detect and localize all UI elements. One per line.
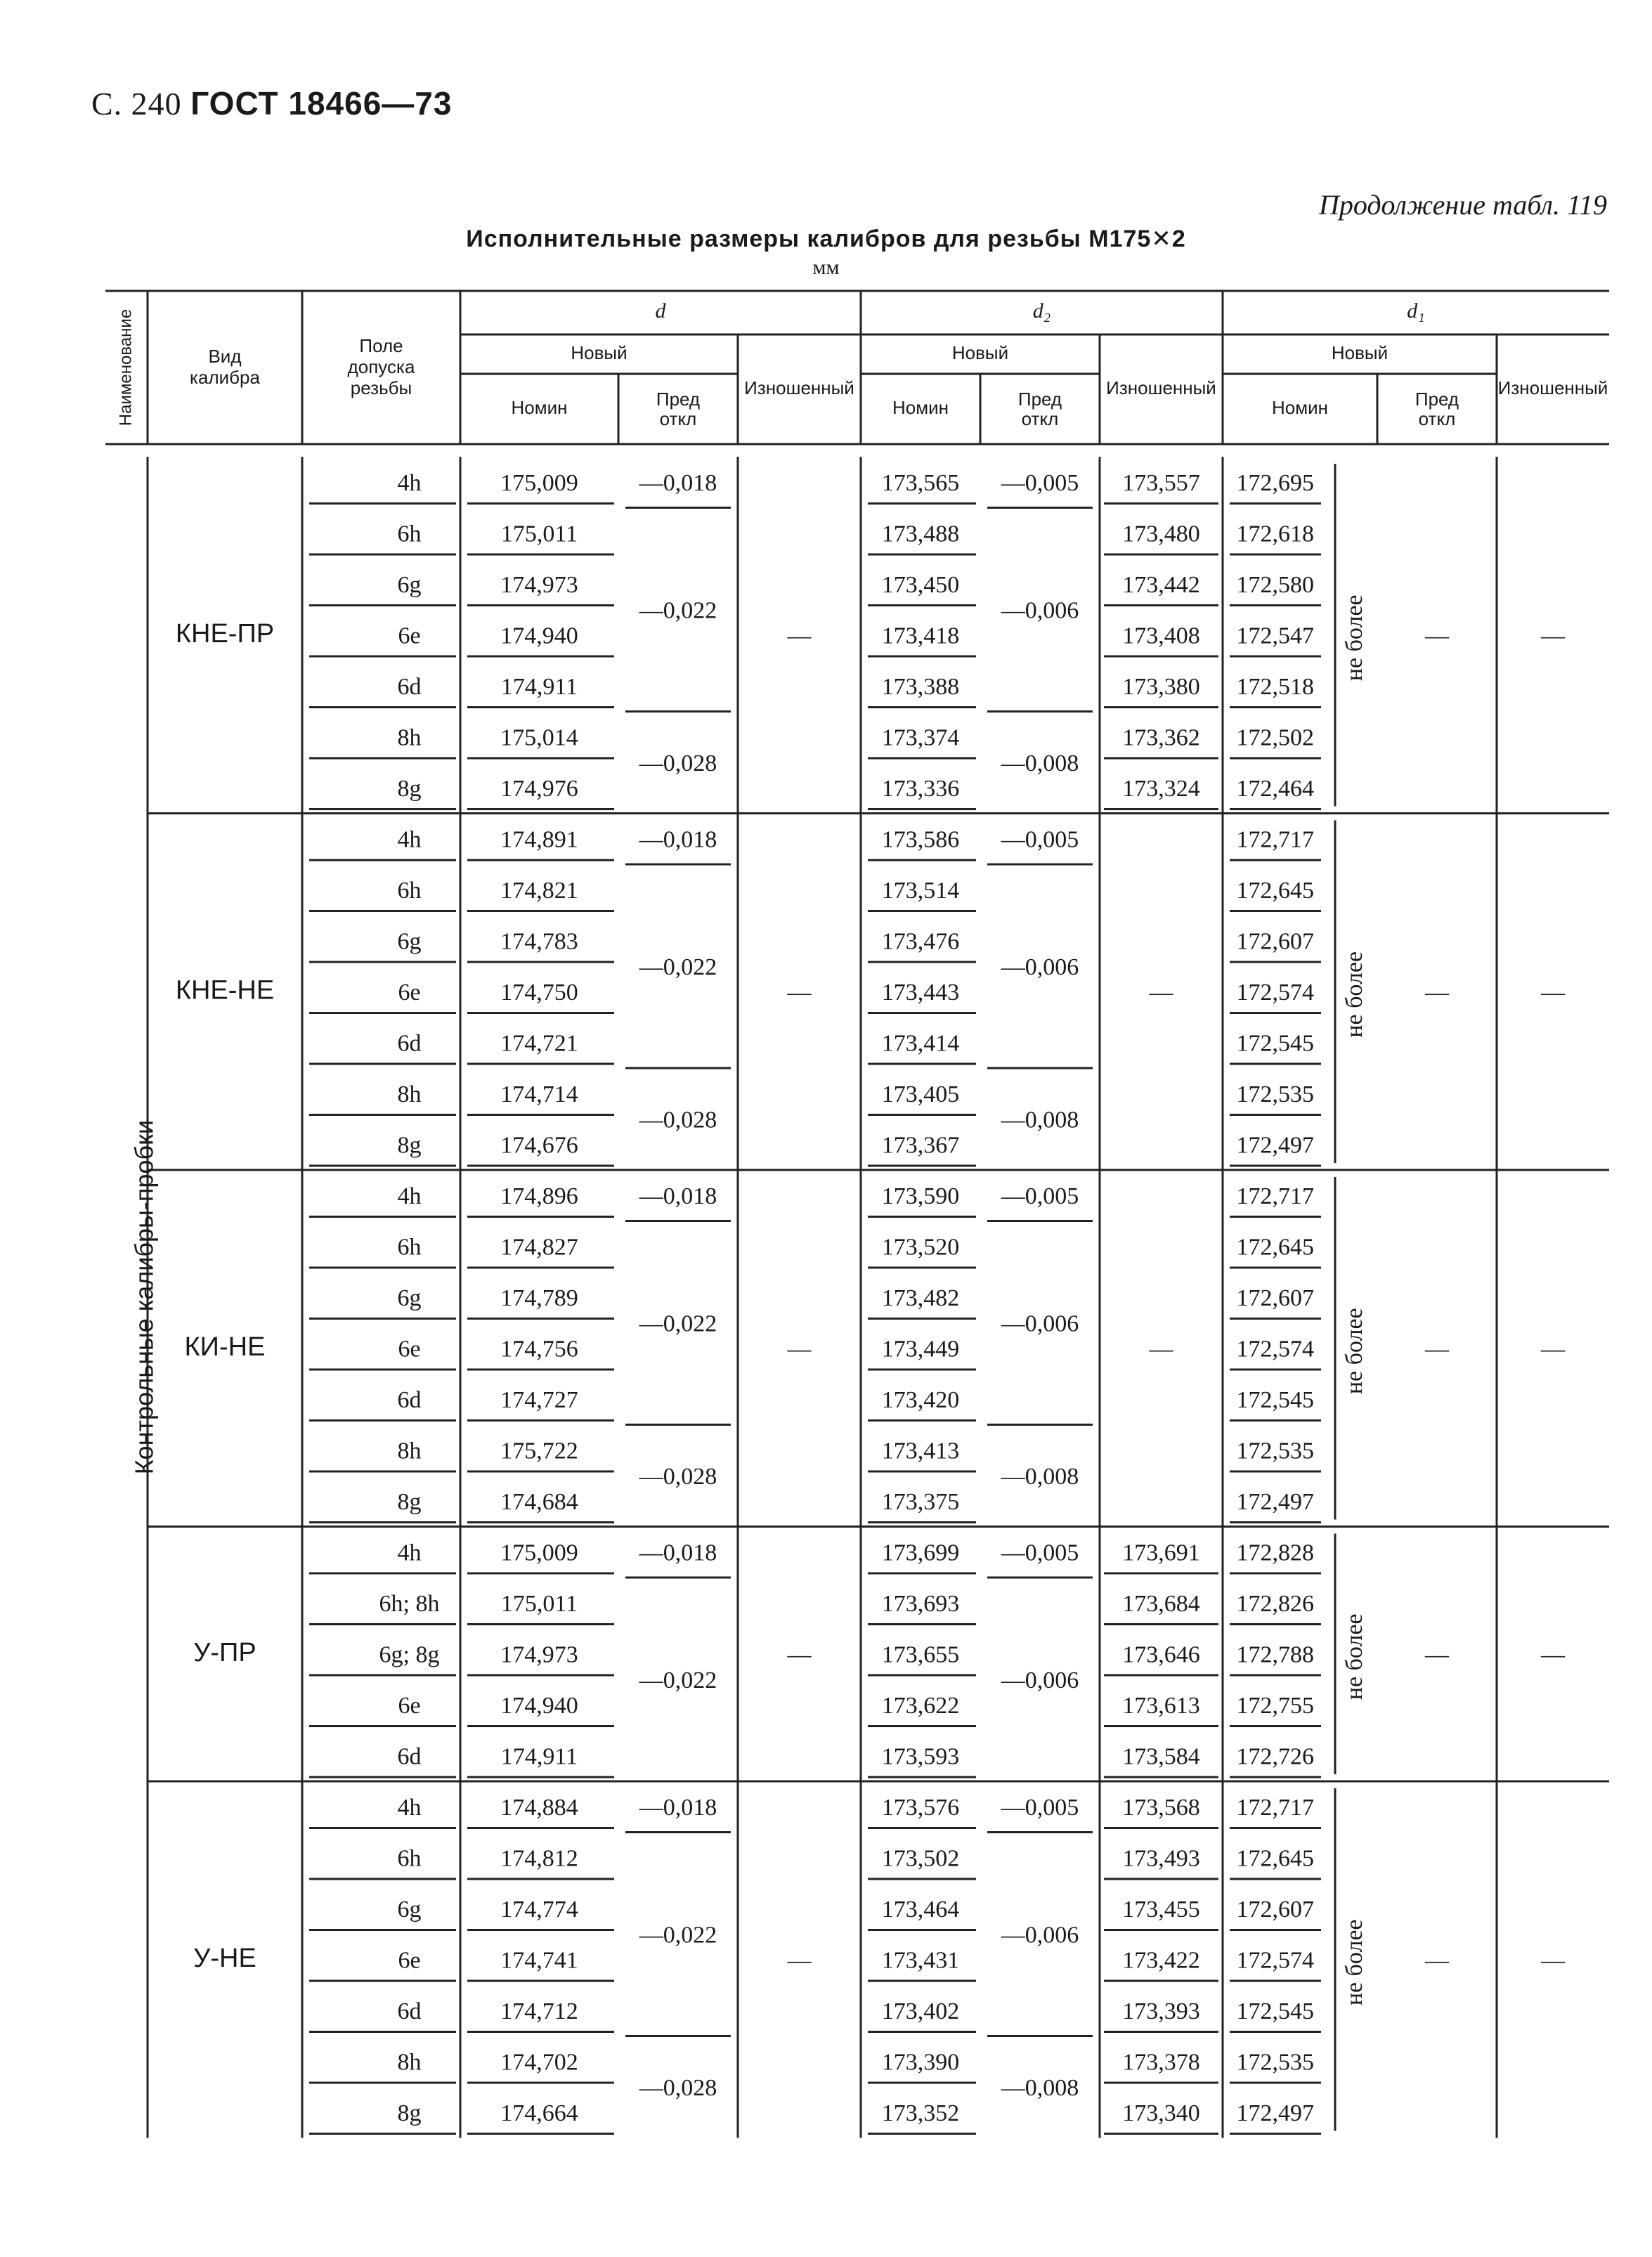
d-deviation-cell: —0,018 <box>639 1183 717 1210</box>
d-deviation-cell: —0,028 <box>639 750 717 776</box>
d2-worn-cell: — <box>1149 1336 1173 1362</box>
d2-nominal-cell: 173,655 <box>881 1641 960 1668</box>
d-deviation-cell: —0,022 <box>639 1310 717 1337</box>
d1-nominal-cell: 172,717 <box>1236 1795 1314 1821</box>
d-nominal-cell: 174,911 <box>500 674 578 701</box>
section-name-label: Контрольные калибры-пробки <box>129 1120 159 1475</box>
d2-worn-cell: 173,340 <box>1122 2100 1200 2127</box>
d2-nominal-cell: 173,336 <box>881 776 960 802</box>
d2-nominal-cell: 173,450 <box>881 572 960 599</box>
d2-deviation-cell: —0,006 <box>1001 1922 1079 1949</box>
d2-worn-cell: — <box>1149 980 1173 1006</box>
tolerance-field-cell: 6e <box>398 1336 421 1362</box>
d2-deviation-cell: —0,006 <box>1001 1310 1079 1337</box>
d-nominal-cell: 174,676 <box>500 1132 578 1159</box>
d-worn-cell: — <box>787 623 812 649</box>
d1-nominal-cell: 172,518 <box>1236 674 1314 701</box>
tolerance-field-cell: 6e <box>398 1947 421 1974</box>
gauge-kind-label: КНЕ-НЕ <box>175 975 275 1006</box>
column-dev-d2-header: Пред откл <box>1017 389 1062 429</box>
tolerance-field-cell: 6d <box>397 1387 422 1414</box>
d2-nominal-cell: 173,375 <box>881 1489 960 1516</box>
d1-nominal-cell: 172,574 <box>1236 1947 1314 1974</box>
d2-nominal-cell: 173,418 <box>881 623 960 649</box>
d2-worn-cell: 173,442 <box>1122 572 1200 599</box>
d2-deviation-cell: —0,006 <box>1001 954 1079 980</box>
d2-deviation-cell: —0,005 <box>1001 470 1079 497</box>
d-nominal-cell: 174,884 <box>500 1795 578 1821</box>
d2-deviation-cell: —0,005 <box>1001 1795 1079 1821</box>
tolerance-field-cell: 6h <box>397 1845 422 1872</box>
d1-nominal-cell: 172,726 <box>1236 1743 1314 1770</box>
d-deviation-cell: —0,022 <box>639 954 717 980</box>
not-more-label: не более <box>1341 1308 1367 1395</box>
d2-worn-cell: 173,557 <box>1122 470 1200 497</box>
d2-worn-cell: 173,455 <box>1122 1897 1200 1923</box>
d-deviation-cell: —0,022 <box>639 1922 717 1949</box>
tolerance-field-cell: 6d <box>397 1998 422 2025</box>
tolerance-field-cell: 8g <box>397 776 422 802</box>
tolerance-field-cell: 6g; 8g <box>379 1641 440 1668</box>
d-nominal-cell: 174,783 <box>500 928 578 955</box>
tolerance-field-cell: 6d <box>397 1030 422 1057</box>
column-worn-d-header: Изношенный <box>744 377 854 398</box>
tolerance-field-cell: 6d <box>397 674 422 701</box>
tolerance-field-cell: 6e <box>398 980 421 1006</box>
d-deviation-cell: —0,028 <box>639 1463 717 1490</box>
d1-nominal-cell: 172,607 <box>1236 1897 1314 1923</box>
d-nominal-cell: 174,750 <box>500 980 578 1006</box>
d2-nominal-cell: 173,352 <box>881 2100 960 2127</box>
tolerance-field-cell: 8g <box>397 1489 422 1516</box>
column-new-d1-header: Новый <box>1331 342 1388 363</box>
d2-nominal-cell: 173,402 <box>881 1998 960 2025</box>
d1-worn-cell: — <box>1541 1641 1565 1668</box>
d2-nominal-cell: 173,414 <box>881 1030 960 1057</box>
d1-nominal-cell: 172,497 <box>1236 2100 1314 2127</box>
d2-worn-cell: 173,568 <box>1122 1795 1200 1821</box>
d-nominal-cell: 175,009 <box>500 1540 578 1566</box>
d1-nominal-cell: 172,607 <box>1236 928 1314 955</box>
d1-nominal-cell: 172,645 <box>1236 1845 1314 1872</box>
d2-deviation-cell: —0,008 <box>1001 1107 1079 1133</box>
tolerance-field-cell: 8g <box>397 2100 422 2127</box>
d-nominal-cell: 174,911 <box>500 1743 578 1770</box>
d2-worn-cell: 173,480 <box>1122 521 1200 547</box>
d1-nominal-cell: 172,497 <box>1236 1132 1314 1159</box>
continuation-note: Продолжение табл. 119 <box>1318 189 1607 221</box>
d2-worn-cell: 173,493 <box>1122 1845 1200 1872</box>
d-nominal-cell: 174,976 <box>500 776 578 802</box>
tolerance-field-cell: 8g <box>397 1132 422 1159</box>
d1-nominal-cell: 172,788 <box>1236 1641 1314 1668</box>
standard-number: ГОСТ 18466—73 <box>190 85 453 122</box>
d1-deviation-cell: — <box>1425 980 1449 1006</box>
d2-nominal-cell: 173,520 <box>881 1234 960 1261</box>
column-nom-d2-header: Номин <box>892 396 949 418</box>
d1-nominal-cell: 172,464 <box>1236 776 1314 802</box>
d-nominal-cell: 174,756 <box>500 1336 578 1362</box>
d1-nominal-cell: 172,618 <box>1236 521 1314 547</box>
d-nominal-cell: 175,722 <box>500 1438 578 1464</box>
d2-nominal-cell: 173,420 <box>881 1387 960 1414</box>
d2-deviation-cell: —0,008 <box>1001 750 1079 776</box>
d-worn-cell: — <box>787 1336 812 1362</box>
d-nominal-cell: 174,973 <box>500 1641 578 1668</box>
column-name-header: Наименование <box>116 308 136 427</box>
d-nominal-cell: 174,702 <box>500 2049 578 2076</box>
d1-nominal-cell: 172,607 <box>1236 1285 1314 1312</box>
d1-worn-cell: — <box>1541 623 1565 649</box>
tolerance-field-cell: 4h <box>397 470 422 497</box>
table-title: Исполнительные размеры калибров для резьбы М175✕2 <box>466 226 1186 252</box>
tolerance-field-cell: 6d <box>397 1743 422 1770</box>
d-nominal-cell: 174,973 <box>500 572 578 599</box>
d-nominal-cell: 174,789 <box>500 1285 578 1312</box>
d2-nominal-cell: 173,590 <box>881 1183 960 1210</box>
tolerance-field-cell: 8h <box>397 1438 422 1464</box>
tolerance-field-cell: 8h <box>397 2049 422 2076</box>
d-nominal-cell: 174,821 <box>500 878 578 904</box>
tolerance-field-cell: 6h; 8h <box>379 1591 440 1618</box>
d1-nominal-cell: 172,545 <box>1236 1030 1314 1057</box>
d-nominal-cell: 174,940 <box>500 623 578 649</box>
d2-worn-cell: 173,646 <box>1122 1641 1200 1668</box>
d-worn-cell: — <box>787 1947 812 1974</box>
column-nom-d-header: Номин <box>511 396 568 418</box>
d-nominal-cell: 174,812 <box>500 1845 578 1872</box>
d2-nominal-cell: 173,443 <box>881 980 960 1006</box>
d2-nominal-cell: 173,431 <box>881 1947 960 1974</box>
d1-nominal-cell: 172,502 <box>1236 724 1314 751</box>
d2-deviation-cell: —0,005 <box>1001 1183 1079 1210</box>
d2-worn-cell: 173,691 <box>1122 1540 1200 1566</box>
d2-worn-cell: 173,378 <box>1122 2049 1200 2076</box>
d1-worn-cell: — <box>1541 980 1565 1006</box>
d-deviation-cell: —0,022 <box>639 1667 717 1693</box>
d-nominal-cell: 174,741 <box>500 1947 578 1974</box>
d1-nominal-cell: 172,545 <box>1236 1387 1314 1414</box>
tolerance-field-cell: 8h <box>397 724 422 751</box>
column-kind-header: Вид калибра <box>190 346 260 388</box>
d1-nominal-cell: 172,645 <box>1236 878 1314 904</box>
tolerance-field-cell: 4h <box>397 1795 422 1821</box>
d1-nominal-cell: 172,497 <box>1236 1489 1314 1516</box>
tolerance-field-cell: 6g <box>397 928 422 955</box>
column-d1-header: d₁ <box>1407 299 1425 323</box>
d1-nominal-cell: 172,535 <box>1236 1438 1314 1464</box>
d2-worn-cell: 173,362 <box>1122 724 1200 751</box>
tolerance-field-cell: 4h <box>397 1540 422 1566</box>
d-nominal-cell: 174,727 <box>500 1387 578 1414</box>
d1-nominal-cell: 172,717 <box>1236 826 1314 853</box>
d1-nominal-cell: 172,828 <box>1236 1540 1314 1566</box>
d2-nominal-cell: 173,502 <box>881 1845 960 1872</box>
column-new-d2-header: Новый <box>951 342 1009 363</box>
d2-nominal-cell: 173,488 <box>881 521 960 547</box>
d2-nominal-cell: 173,514 <box>881 878 960 904</box>
tolerance-field-cell: 6h <box>397 521 422 547</box>
d2-worn-cell: 173,613 <box>1122 1693 1200 1719</box>
d2-deviation-cell: —0,006 <box>1001 1667 1079 1693</box>
tolerance-field-cell: 4h <box>397 826 422 853</box>
gauge-kind-label: У-НЕ <box>193 1943 256 1973</box>
d1-worn-cell: — <box>1541 1336 1565 1362</box>
d1-deviation-cell: — <box>1425 1336 1449 1362</box>
d-nominal-cell: 175,009 <box>500 470 578 497</box>
tolerance-field-cell: 6g <box>397 1897 422 1923</box>
not-more-label: не более <box>1341 1919 1367 2006</box>
d1-nominal-cell: 172,574 <box>1236 1336 1314 1362</box>
d1-deviation-cell: — <box>1425 1947 1449 1974</box>
d2-worn-cell: 173,324 <box>1122 776 1200 802</box>
d2-nominal-cell: 173,390 <box>881 2049 960 2076</box>
gauge-kind-label: У-ПР <box>193 1637 256 1667</box>
d2-deviation-cell: —0,005 <box>1001 1540 1079 1566</box>
d2-worn-cell: 173,584 <box>1122 1743 1200 1770</box>
d2-nominal-cell: 173,413 <box>881 1438 960 1464</box>
d1-nominal-cell: 172,535 <box>1236 1081 1314 1108</box>
d-worn-cell: — <box>787 1641 812 1668</box>
column-nom-d1-header: Номин <box>1272 396 1328 418</box>
d-nominal-cell: 174,891 <box>500 826 578 853</box>
d-nominal-cell: 174,896 <box>500 1183 578 1210</box>
d1-nominal-cell: 172,580 <box>1236 572 1314 599</box>
d-nominal-cell: 174,712 <box>500 1998 578 2025</box>
d-nominal-cell: 174,774 <box>500 1897 578 1923</box>
d2-nominal-cell: 173,482 <box>881 1285 960 1312</box>
d1-nominal-cell: 172,545 <box>1236 1998 1314 2025</box>
table-header <box>116 299 1608 429</box>
column-new-d-header: Новый <box>571 342 627 363</box>
tolerance-field-cell: 6g <box>397 572 422 599</box>
gauge-kind-label: КИ-НЕ <box>184 1332 266 1362</box>
d2-nominal-cell: 173,586 <box>881 826 960 853</box>
tolerance-field-cell: 4h <box>397 1183 422 1210</box>
d2-nominal-cell: 173,405 <box>881 1081 960 1108</box>
d1-nominal-cell: 172,645 <box>1236 1234 1314 1261</box>
d1-nominal-cell: 172,755 <box>1236 1693 1314 1719</box>
d1-nominal-cell: 172,547 <box>1236 623 1314 649</box>
table-body <box>130 470 1566 2126</box>
d-nominal-cell: 175,011 <box>500 1591 578 1618</box>
d2-nominal-cell: 173,476 <box>881 928 960 955</box>
d2-worn-cell: 173,684 <box>1122 1591 1200 1618</box>
d2-nominal-cell: 173,388 <box>881 674 960 701</box>
d2-nominal-cell: 173,699 <box>881 1540 960 1566</box>
d2-nominal-cell: 173,449 <box>881 1336 960 1362</box>
d2-nominal-cell: 173,565 <box>881 470 960 497</box>
d-nominal-cell: 175,011 <box>500 521 578 547</box>
not-more-label: не более <box>1341 594 1367 682</box>
not-more-label: не более <box>1341 951 1367 1038</box>
d2-deviation-cell: —0,005 <box>1001 826 1079 853</box>
unit-label: мм <box>812 256 840 279</box>
d-nominal-cell: 174,940 <box>500 1693 578 1719</box>
d2-nominal-cell: 173,367 <box>881 1132 960 1159</box>
d1-nominal-cell: 172,826 <box>1236 1591 1314 1618</box>
not-more-label: не более <box>1341 1613 1367 1700</box>
gauge-kind-label: КНЕ-ПР <box>175 618 275 649</box>
d-worn-cell: — <box>787 980 812 1006</box>
d-deviation-cell: —0,018 <box>639 826 717 853</box>
column-dev-d-header: Пред откл <box>656 389 701 429</box>
d2-nominal-cell: 173,464 <box>881 1897 960 1923</box>
table-rules <box>105 291 1609 2138</box>
page-number: С. 240 <box>91 86 182 122</box>
d2-deviation-cell: —0,006 <box>1001 597 1079 624</box>
tolerance-field-cell: 6g <box>397 1285 422 1312</box>
d1-worn-cell: — <box>1541 1947 1565 1974</box>
d2-nominal-cell: 173,593 <box>881 1743 960 1770</box>
d2-worn-cell: 173,422 <box>1122 1947 1200 1974</box>
column-worn-d2-header: Изношенный <box>1106 377 1216 398</box>
d2-worn-cell: 173,393 <box>1122 1998 1200 2025</box>
column-worn-d1-header: Изношенный <box>1497 377 1608 398</box>
d2-nominal-cell: 173,374 <box>881 724 960 751</box>
d-deviation-cell: —0,018 <box>639 1795 717 1821</box>
d-nominal-cell: 175,014 <box>500 724 578 751</box>
d1-nominal-cell: 172,574 <box>1236 980 1314 1006</box>
column-d-header: d <box>655 299 666 323</box>
d-nominal-cell: 174,684 <box>500 1489 578 1516</box>
column-field-header: Поле допуска резьбы <box>347 335 415 398</box>
d-nominal-cell: 174,714 <box>500 1081 578 1108</box>
column-dev-d1-header: Пред откл <box>1414 389 1459 429</box>
d1-nominal-cell: 172,717 <box>1236 1183 1314 1210</box>
tolerance-field-cell: 6e <box>398 1693 421 1719</box>
d2-worn-cell: 173,380 <box>1122 674 1200 701</box>
column-d2-header: d₂ <box>1032 299 1051 323</box>
tolerance-field-cell: 6h <box>397 878 422 904</box>
d-deviation-cell: —0,028 <box>639 2074 717 2101</box>
d-deviation-cell: —0,018 <box>639 470 717 497</box>
d2-nominal-cell: 173,576 <box>881 1795 960 1821</box>
d-deviation-cell: —0,028 <box>639 1107 717 1133</box>
d2-nominal-cell: 173,693 <box>881 1591 960 1618</box>
d2-worn-cell: 173,408 <box>1122 623 1200 649</box>
tolerance-field-cell: 6h <box>397 1234 422 1261</box>
d2-deviation-cell: —0,008 <box>1001 1463 1079 1490</box>
d2-deviation-cell: —0,008 <box>1001 2074 1079 2101</box>
d1-nominal-cell: 172,695 <box>1236 470 1314 497</box>
tolerance-field-cell: 6e <box>398 623 421 649</box>
d1-deviation-cell: — <box>1425 623 1449 649</box>
d-nominal-cell: 174,664 <box>500 2100 578 2127</box>
d-deviation-cell: —0,018 <box>639 1540 717 1566</box>
d-nominal-cell: 174,721 <box>500 1030 578 1057</box>
d1-nominal-cell: 172,535 <box>1236 2049 1314 2076</box>
d1-deviation-cell: — <box>1425 1641 1449 1668</box>
d-nominal-cell: 174,827 <box>500 1234 578 1261</box>
d2-nominal-cell: 173,622 <box>881 1693 960 1719</box>
d-deviation-cell: —0,022 <box>639 597 717 624</box>
tolerance-field-cell: 8h <box>397 1081 422 1108</box>
